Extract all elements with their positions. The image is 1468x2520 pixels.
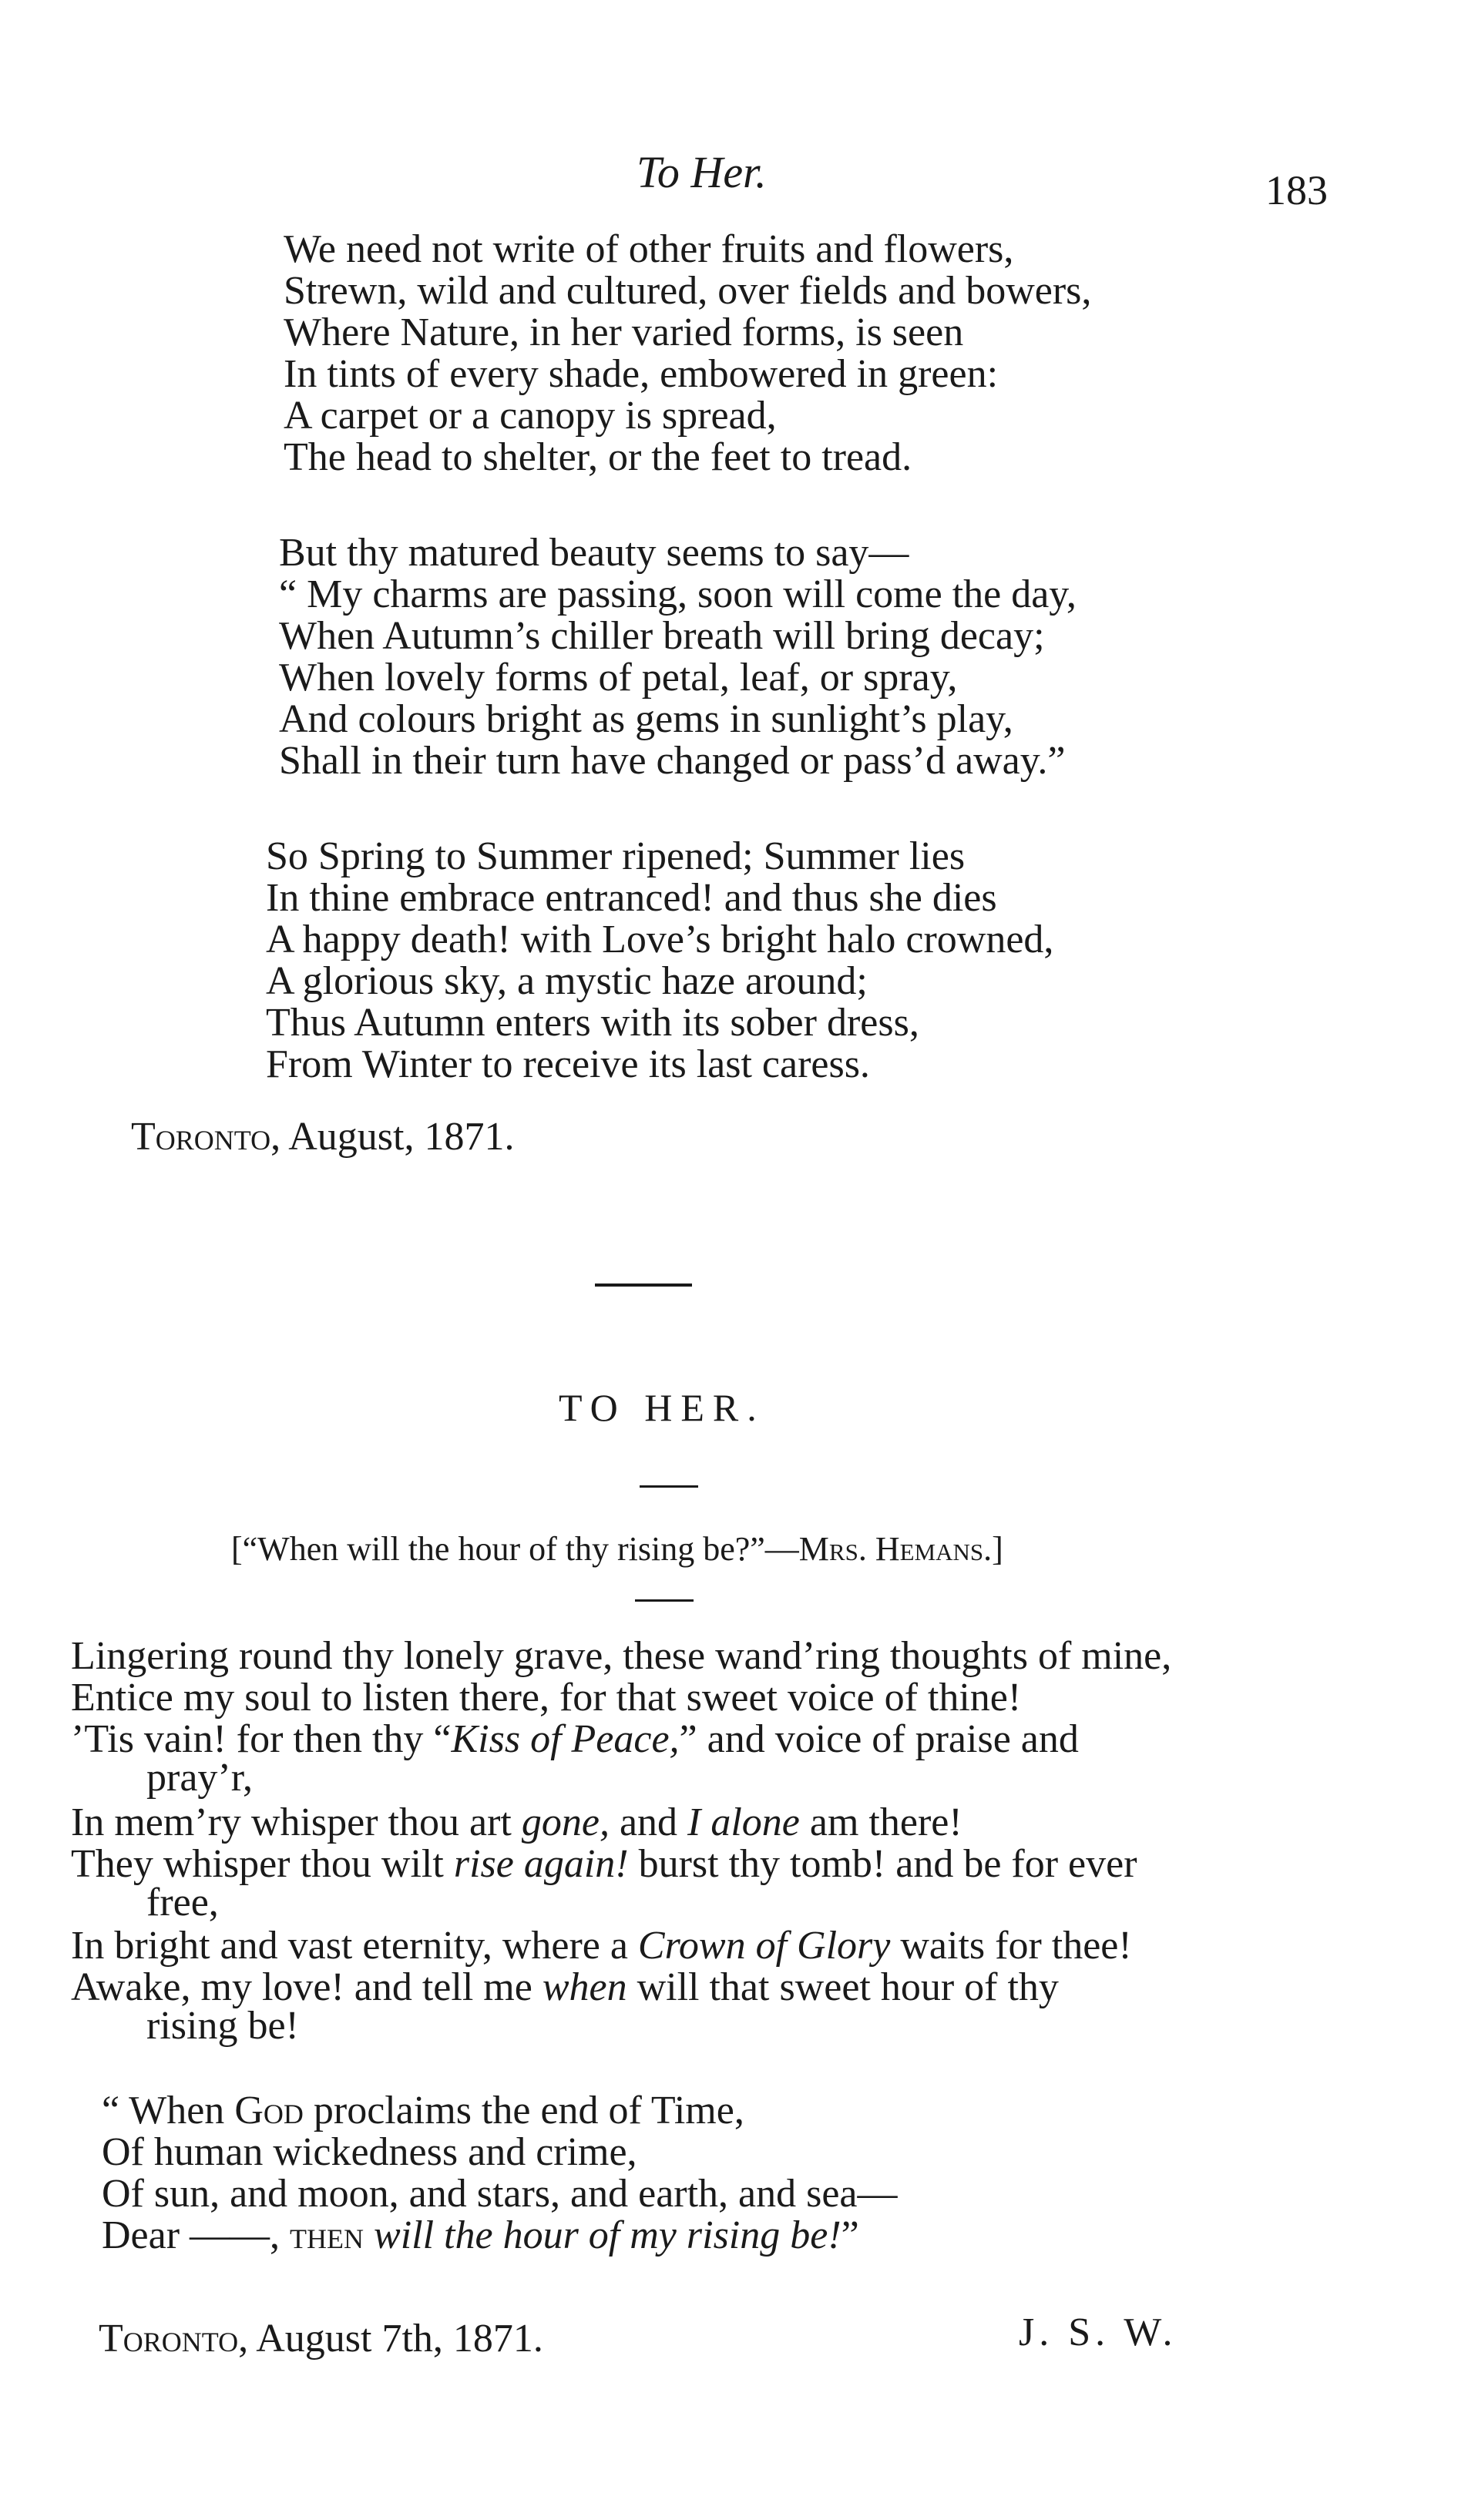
poem-line: Thus Autumn enters with its sober dress,: [266, 1001, 919, 1045]
poem-line: A happy death! with Love’s bright halo crowned,: [266, 918, 1054, 961]
poem-line: The head to shelter, or the feet to tread.: [284, 435, 912, 479]
place-name: Toronto,: [99, 2317, 249, 2361]
title-rule: [640, 1485, 698, 1488]
poem-line: Lingering round thy lonely grave, these wand’ring thoughts of mine,: [71, 1634, 1172, 1678]
page-number: 183: [1265, 167, 1328, 213]
poem-line: “ My charms are passing, soon will come the day,: [279, 572, 1077, 616]
poem-line: When lovely forms of petal, leaf, or spray,: [279, 656, 958, 700]
poem-line: In tints of every shade, embowered in green:: [284, 352, 999, 396]
poem-line-continuation: free,: [146, 1881, 219, 1924]
poem-line: From Winter to receive its last caress.: [266, 1042, 870, 1086]
epigraph: [231, 1529, 1003, 1569]
poem-line: So Spring to Summer ripened; Summer lies: [266, 834, 966, 878]
poem-2-dateline: [99, 2317, 543, 2361]
poem-line-continuation: pray’r,: [146, 1756, 253, 1800]
quote-line: “ When God proclaims the end of Time,: [102, 2089, 744, 2132]
epigraph-quote: [“When will the hour of thy rising be?”—: [231, 1530, 799, 1568]
quote-line: Of human wickedness and crime,: [102, 2130, 637, 2174]
poem-line: Where Nature, in her varied forms, is seen: [284, 310, 964, 354]
poem-line: Strewn, wild and cultured, over fields and bowers,: [284, 269, 1092, 313]
poem-line: A glorious sky, a mystic haze around;: [266, 959, 868, 1003]
poem-line: They whisper thou wilt rise again! burst thy tomb! and be for ever: [71, 1842, 1137, 1886]
epigraph-author: Mrs. Hemans.: [798, 1530, 993, 1568]
date: August, 1871.: [280, 1115, 515, 1159]
poem-line: When Autumn’s chiller breath will bring decay;: [279, 614, 1045, 658]
author-signature: J. S. W.: [1019, 2310, 1177, 2354]
poem-line: And colours bright as gems in sunlight’s play,: [279, 697, 1013, 741]
poem-line-continuation: rising be!: [146, 2004, 299, 2048]
poem-1-dateline: [131, 1116, 514, 1159]
poem-line: In thine embrace entranced! and thus she dies: [266, 876, 997, 920]
poem-line: In bright and vast eternity, where a Crown of Glory waits for thee!: [71, 1924, 1132, 1968]
poem-line: A carpet or a canopy is spread,: [284, 394, 777, 438]
running-title: To Her.: [637, 147, 767, 197]
poem-line: In mem’ry whisper thou art gone, and I alone am there!: [71, 1800, 962, 1844]
section-divider: [595, 1283, 692, 1287]
place-name: Toronto,: [131, 1115, 281, 1159]
poem-line: Awake, my love! and tell me when will that sweet hour of thy: [71, 1965, 1059, 2009]
poem-line: Shall in their turn have changed or pass’d away.”: [279, 739, 1066, 783]
poem-2-title: TO HER.: [559, 1386, 765, 1429]
poem-line: ’Tis vain! for then thy “Kiss of Peace,” and voice of praise and: [71, 1717, 1079, 1761]
date: August 7th, 1871.: [248, 2317, 543, 2361]
epigraph-rule: [635, 1599, 694, 1602]
quote-line: Dear ——, then will the hour of my rising be!”: [102, 2213, 859, 2257]
poem-line: But thy matured beauty seems to say—: [279, 531, 909, 575]
poem-line: We need not write of other fruits and flowers,: [284, 227, 1014, 271]
poem-line: Entice my soul to listen there, for that sweet voice of thine!: [71, 1676, 1022, 1720]
quote-line: Of sun, and moon, and stars, and earth, and sea—: [102, 2172, 898, 2216]
epigraph-bracket: ]: [992, 1530, 1003, 1568]
